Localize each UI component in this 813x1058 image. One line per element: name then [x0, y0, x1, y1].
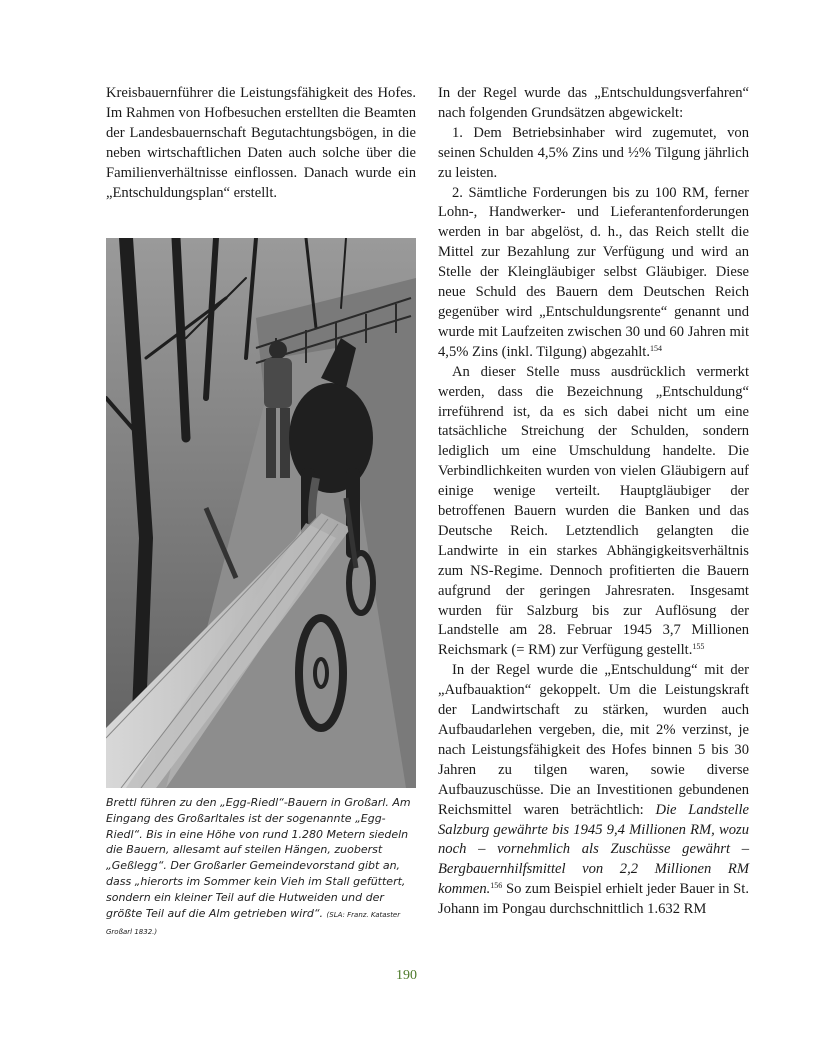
- caption-source: (SLA: Franz. Kataster Großarl 1832.): [106, 910, 401, 937]
- quoted-italic-text: Die Landstelle Salzburg gewährte bis 1945 9,4 Millionen RM, wozu noch – vornehmlich als Zuschüsse gewährt – Bergbauernhilfsmittel von 2,2 Millionen RM kommen.: [438, 801, 750, 898]
- caption-text: Brettl führen zu den „Egg-Riedl“-Bauern in Großarl. Am Eingang des Großarltales ist der sogenannte „Egg-Riedl“. Bis in eine Höhe von rund 1.280 Metern siedeln die Bauern, allesamt auf steilen Hängen, zuoberst „Geßlegg“. Der Großarler Gemeindevorstand gibt an, dass „hierorts im Sommer kein Vieh im Stall gefüttert, sondern ein kleiner Teil auf die Hutweiden und der größte Teil auf die Alm getrieben wird“.: [106, 796, 411, 920]
- page-number: 190: [396, 968, 417, 983]
- paragraph-intro: In der Regel wurde das „Entschuldungsverfahren“ nach folgenden Grundsätzen abgewickelt:: [438, 85, 749, 121]
- paragraph-aufbauaktion-text: In der Regel wurde die „Entschuldung“ mit der „Aufbauaktion“ gekoppelt. Um die Leistungskraft der Landwirtschaft zu stärken, wurden auch Aufbaudarlehen vergeben, die, mit 2% verzinst, je nach Leistungsfähigkeit des Hofes binnen 5 bis 30 Jahren zu tilgen waren, sowie diverse Aufbauzuschüsse. Die an Investitionen gebundenen Reichsmittel waren beträchtlich:: [438, 662, 749, 818]
- body-paragraph: Kreisbauernführer die Leistungsfähigkeit des Hofes. Im Rahmen von Hofbesuchen erstellten die Beamten der Landesbauernschaft Begutachtungsbögen, in die neben wirtschaftlichen Daten auch solche über die Familienverhältnisse einflossen. Danach wurde ein „Entschuldungsplan“ erstellt.: [106, 85, 416, 201]
- paragraph-point-2-text: 2. Sämtliche Forderungen bis zu 100 RM, ferner Lohn-, Handwerker- und Lieferantenforderungen werden in bar abgelöst, d. h., das Reich stellt die Mittel zur Bezahlung zur Verfügung und wird an Stelle der Kleingläubiger selbst Gläubiger. Diese neue Schuld des Bauern dem Deutschen Reich gegenüber wird „Entschuldungsrente“ genannt und wurde mit Laufzeiten zwischen 30 und 60 Jahren mit 4,5% Zins (inkl. Tilgung) abgezahlt.: [438, 184, 749, 360]
- paragraph-entschuldung: [438, 363, 749, 662]
- paragraph-point-2: [438, 184, 749, 363]
- paragraph-entschuldung-text: An dieser Stelle muss ausdrücklich vermerkt werden, dass die Bezeichnung „Entschuldung“ irreführend ist, da es sich dabei nicht um eine tatsächliche Streichung der Schulden, sondern lediglich um eine Umschuldung handelte. Die Verbindlichkeiten wurden von vielen Gläubigern auf einige wenige verteilt. Hauptgläubiger der betroffenen Bauern wurden die Banken und das Deutsche Reich. Letztendlich gelangten die Landwirte in ein starkes Abhängigkeitsverhältnis zum NS-Regime. Dennoch profitierten die Bauern aufgrund der geringen Jahresraten. Insgesamt wurden für Salzburg bis zur Auflösung der Landstelle am 28. Februar 1945 3,7 Millionen Reichsmark (= RM) zur Verfügung gestellt.: [438, 363, 749, 659]
- left-column: [106, 84, 416, 203]
- photo-caption: [106, 795, 416, 941]
- paragraph-aufbauaktion: [438, 661, 749, 920]
- paragraph-aufbauaktion-end: So zum Beispiel erhielt jeder Bauer in St. Johann im Pongau durchschnittlich 1.632 RM: [438, 881, 749, 918]
- horse-cart-photo-illustration: [106, 238, 416, 788]
- paragraph-point-1: 1. Dem Betriebsinhaber wird zugemutet, von seinen Schulden 4,5% Zins und ½% Tilgung jährlich zu leisten.: [438, 124, 749, 181]
- historical-photo: [106, 238, 416, 788]
- footnote-ref-156: 156: [490, 881, 503, 891]
- footnote-ref-154: 154: [650, 343, 663, 353]
- right-column: [438, 84, 749, 920]
- footnote-ref-155: 155: [692, 642, 705, 652]
